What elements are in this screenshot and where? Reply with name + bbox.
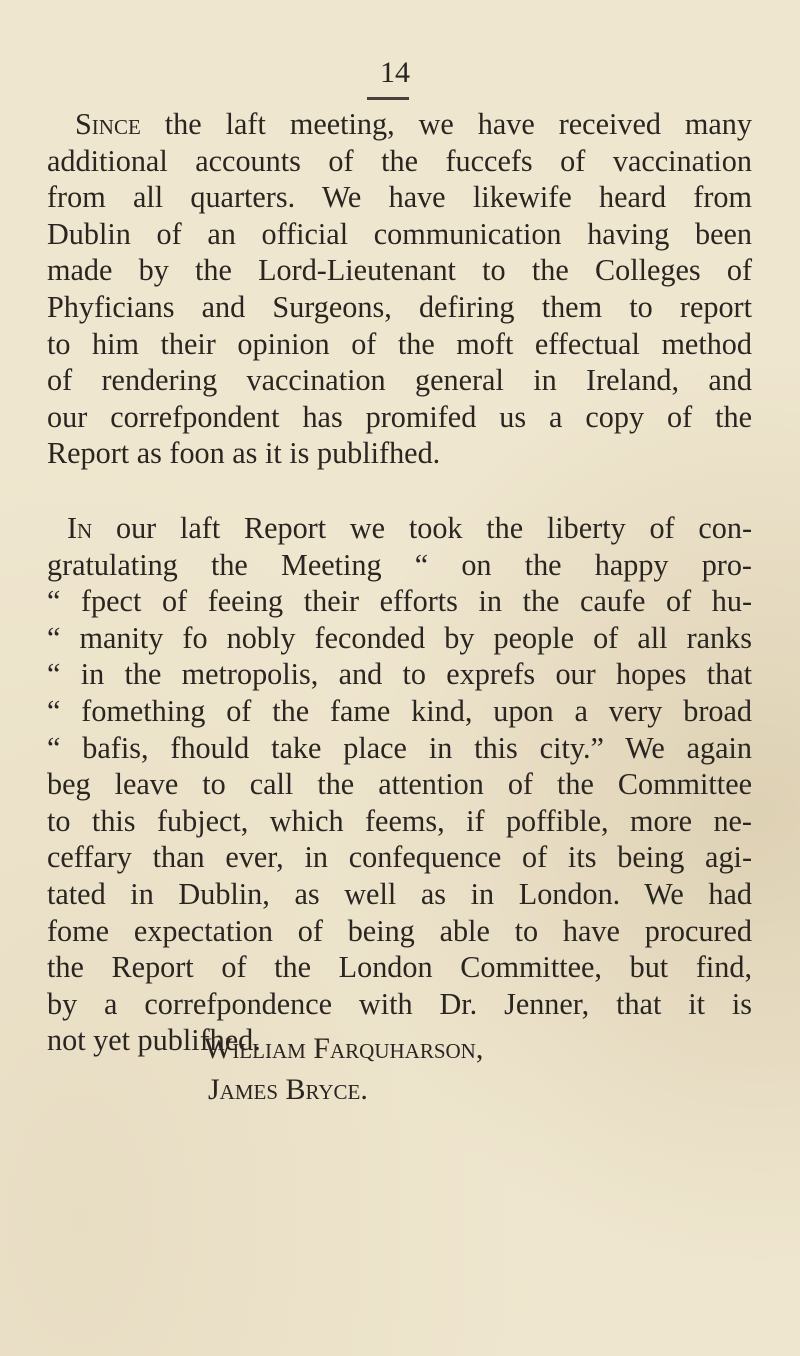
text-line: “ manity fo nobly feconded by people of all ranks bbox=[47, 620, 752, 655]
text-line: Phyficians and Surgeons, defiring them to report bbox=[47, 289, 752, 324]
text-line: made by the Lord-Lieutenant to the Colleges of bbox=[47, 253, 752, 288]
text-line: to this fubject, which feems, if poffible, more ne- bbox=[47, 803, 752, 838]
text-line: tated in Dublin, as well as in London. We had bbox=[47, 876, 752, 911]
text-line: from all quarters. We have likewife heard from bbox=[47, 180, 752, 215]
lead-word: Since bbox=[75, 107, 141, 141]
text-line: the Report of the London Committee, but find, bbox=[47, 950, 752, 985]
signatory-name: William Farquharson, bbox=[204, 1032, 484, 1065]
page-number: 14 bbox=[380, 56, 410, 89]
text-line: to him their opinion of the moft effectual method bbox=[47, 326, 752, 361]
text-line: of rendering vaccination general in Ireland, and bbox=[47, 363, 752, 398]
text-line: In our laft Report we took the liberty of con- bbox=[67, 511, 752, 545]
text-line: gratulating the Meeting “ on the happy pro- bbox=[47, 547, 752, 582]
text-line: ceffary than ever, in confequence of its being agi- bbox=[47, 840, 752, 875]
text-line: “ fomething of the fame kind, upon a very broad bbox=[47, 693, 752, 728]
signatory-name: James Bryce. bbox=[208, 1073, 368, 1106]
signature-block bbox=[204, 1028, 483, 1110]
text-line: “ in the metropolis, and to exprefs our hopes that bbox=[47, 657, 752, 692]
paragraph-vaccination-accounts bbox=[47, 106, 752, 472]
text-line: “ fpect of feeing their efforts in the caufe of hu- bbox=[47, 584, 752, 619]
text-line: by a correfpondence with Dr. Jenner, that it is bbox=[47, 986, 752, 1021]
text-line: fome expectation of being able to have procured bbox=[47, 913, 752, 948]
text-line: our correfpondent has promifed us a copy of the bbox=[47, 399, 752, 434]
text-line: “ bafis, fhould take place in this city.” We again bbox=[47, 730, 752, 765]
text-line: Dublin of an official communication having been bbox=[47, 216, 752, 251]
text-line: Since the laft meeting, we have received many bbox=[75, 107, 752, 141]
text-line: beg leave to call the attention of the Committee bbox=[47, 767, 752, 802]
paragraph-last-report bbox=[47, 510, 752, 1059]
lead-word: In bbox=[67, 511, 93, 545]
text-line: additional accounts of the fuccefs of vaccination bbox=[47, 143, 752, 178]
text-line: Report as foon as it is publifhed. bbox=[47, 436, 441, 471]
page-number-rule bbox=[367, 97, 409, 100]
text-line: not yet publifhed. bbox=[47, 1023, 261, 1058]
